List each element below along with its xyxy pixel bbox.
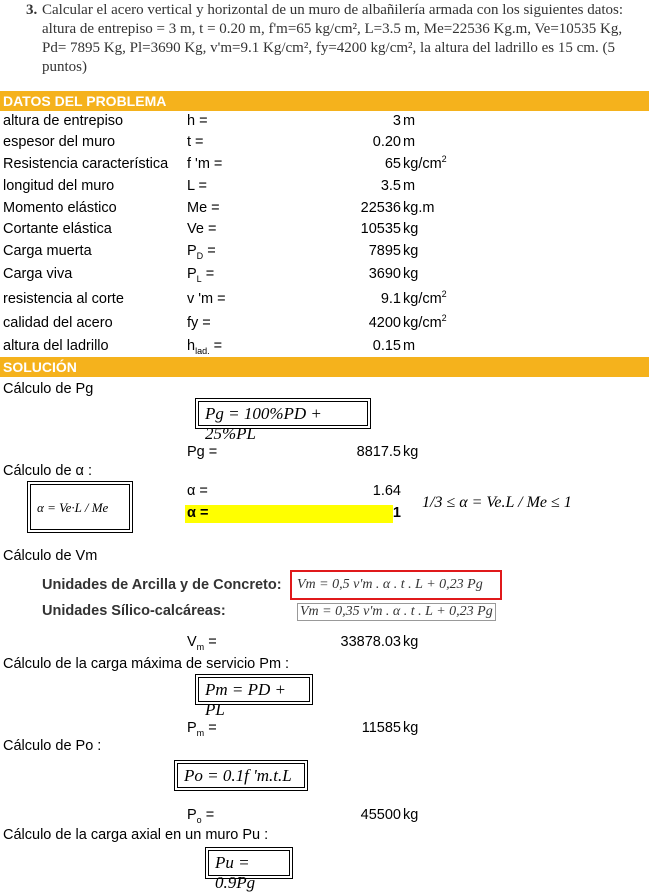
row-value: 4200 (368, 315, 401, 331)
symbol-subscript: m (196, 727, 205, 738)
row-symbol: f 'm = (187, 156, 223, 172)
data-row-fm (0, 153, 649, 175)
pm-title: Cálculo de la carga máxima de servicio Pm : (3, 656, 290, 672)
row-value: 8817.5 (356, 444, 401, 460)
pm-formula (198, 677, 310, 719)
alpha-formula-text: α = Ve·L / Me (37, 500, 109, 515)
equals-sign: = (204, 634, 217, 650)
row-value: 9.1 (380, 291, 401, 307)
row-unit: kg (403, 221, 419, 237)
row-symbol: α = (187, 505, 209, 521)
symbol-subscript: D (196, 250, 204, 261)
vm-result (0, 631, 649, 653)
equals-sign: = (201, 266, 215, 282)
symbol-subscript: L (196, 273, 202, 284)
symbol-text: P (187, 243, 197, 259)
unit-exponent: 2 (441, 154, 447, 165)
row-symbol: t = (187, 134, 204, 150)
row-label: Carga viva (3, 266, 73, 282)
pu-title: Cálculo de la carga axial en un muro Pu : (3, 827, 269, 843)
row-symbol (187, 807, 214, 823)
row-value: 0.15 (372, 338, 401, 354)
vm-arcilla-equation: Vm = 0,5 v'm . α . t . L + 0,23 Pg (297, 577, 483, 592)
data-row-carga-muerta (0, 240, 649, 262)
row-unit (403, 291, 447, 307)
row-unit: kg (403, 634, 419, 650)
po-result (0, 804, 649, 826)
row-value: 0.20 (372, 134, 401, 150)
symbol-text: P (187, 720, 197, 736)
solucion-header: SOLUCIÓN (0, 357, 649, 377)
row-symbol: h = (187, 113, 208, 129)
row-unit: m (403, 113, 416, 129)
problem-text: Calcular el acero vertical y horizontal de un muro de albañilería armada con los siguientes datos: altura de entrepiso = 3 m, t = 0.20 m, f'm=65 kg/cm², L=3.5 m, Me=22536 Kg.m, Ve=10535 Kg, Pd= 7895 Kg, Pl=3690 Kg, v'm=9.1 Kg/cm², fy=4200 kg/cm², la altura del ladrillo es 15 cm. (5 puntos) (42, 2, 624, 75)
pg-formula (198, 401, 368, 443)
row-value: 33878.03 (340, 634, 401, 650)
alpha-condition: 1/3 ≤ α = Ve.L / Me ≤ 1 (422, 494, 572, 511)
row-label: Carga muerta (3, 243, 92, 259)
row-value: 10535 (360, 221, 401, 237)
row-value: 3 (392, 113, 401, 129)
equals-sign: = (204, 720, 217, 736)
pu-formula (208, 850, 290, 892)
row-label: altura del ladrillo (3, 338, 109, 354)
row-unit (403, 156, 447, 172)
row-label: Resistencia característica (3, 156, 169, 172)
vm-silico-equation: Vm = 0,35 v'm . α . t . L + 0,23 Pg (297, 603, 496, 621)
row-label: resistencia al corte (3, 291, 124, 307)
row-unit: kg (403, 444, 419, 460)
equals-sign: = (201, 807, 215, 823)
row-value: 3.5 (380, 178, 401, 194)
pm-result (0, 717, 649, 739)
row-label: longitud del muro (3, 178, 115, 194)
row-value: 22536 (360, 200, 401, 216)
unit-text: kg/cm (403, 315, 442, 331)
row-symbol: α = (187, 483, 208, 499)
symbol-text: P (187, 266, 197, 282)
data-row-momento (0, 197, 649, 219)
row-label: espesor del muro (3, 134, 116, 150)
data-row-longitud (0, 175, 649, 197)
row-value: 3690 (368, 266, 401, 282)
row-symbol: fy = (187, 315, 211, 331)
row-label: Cortante elástica (3, 221, 112, 237)
row-symbol: Pg = (187, 444, 218, 460)
row-unit: m (403, 134, 416, 150)
row-value: 65 (384, 156, 401, 172)
pu-formula-text: Pu = 0.9Pg (215, 853, 256, 892)
row-symbol: v 'm = (187, 291, 226, 307)
row-value: 7895 (368, 243, 401, 259)
equals-sign: = (203, 243, 216, 259)
po-formula-text: Po = 0.1f 'm.t.L (184, 766, 292, 785)
unit-text: kg/cm (403, 156, 442, 172)
row-label: calidad del acero (3, 315, 113, 331)
unit-exponent: 2 (441, 313, 447, 324)
row-unit: kg.m (403, 200, 435, 216)
row-symbol: L = (187, 178, 208, 194)
row-symbol (187, 338, 222, 354)
row-value: 1.64 (372, 483, 401, 499)
data-row-cortante (0, 218, 649, 240)
row-symbol: Me = (187, 200, 220, 216)
row-symbol (187, 720, 217, 736)
vm-arcilla-label: Unidades de Arcilla y de Concreto: (42, 577, 282, 593)
equals-sign: = (209, 338, 223, 354)
unit-exponent: 2 (441, 289, 447, 300)
row-symbol: Ve = (187, 221, 217, 237)
datos-header: DATOS DEL PROBLEMA (0, 91, 649, 111)
row-value: 1 (392, 505, 401, 521)
data-row-acero (0, 312, 649, 334)
symbol-text: P (187, 807, 197, 823)
alpha-title: Cálculo de α : (3, 463, 92, 479)
pm-formula-text: Pm = PD + PL (205, 680, 287, 719)
problem-statement (0, 0, 649, 80)
problem-number: 3. (26, 2, 38, 18)
row-unit: kg (403, 266, 419, 282)
data-row-ladrillo (0, 335, 649, 357)
symbol-text: h (187, 338, 196, 354)
row-unit: kg (403, 720, 419, 736)
row-unit: kg (403, 807, 419, 823)
row-symbol (187, 266, 214, 282)
pg-formula-text: Pg = 100%PD + 25%PL (205, 404, 322, 443)
data-row-corte (0, 288, 649, 310)
row-label: altura de entrepiso (3, 113, 124, 129)
row-symbol (187, 634, 217, 650)
vm-silico-label: Unidades Sílico-calcáreas: (42, 603, 226, 619)
unit-text: kg/cm (403, 291, 442, 307)
row-symbol (187, 243, 216, 259)
pg-title: Cálculo de Pg (3, 381, 94, 397)
row-label: Momento elástico (3, 200, 117, 216)
row-value: 11585 (361, 720, 401, 736)
data-row-carga-viva (0, 263, 649, 285)
symbol-subscript: o (196, 814, 202, 825)
row-unit: m (403, 338, 416, 354)
row-unit (403, 315, 447, 331)
symbol-text: V (187, 634, 197, 650)
data-row-espesor (0, 131, 649, 153)
po-formula (177, 763, 305, 788)
pg-result (0, 441, 649, 463)
row-unit: m (403, 178, 416, 194)
symbol-subscript: m (196, 641, 205, 652)
symbol-subscript: lad. (195, 345, 210, 356)
po-title: Cálculo de Po : (3, 738, 102, 754)
row-value: 45500 (360, 807, 401, 823)
row-unit: kg (403, 243, 419, 259)
data-row-altura (0, 110, 649, 132)
vm-title: Cálculo de Vm (3, 548, 98, 564)
